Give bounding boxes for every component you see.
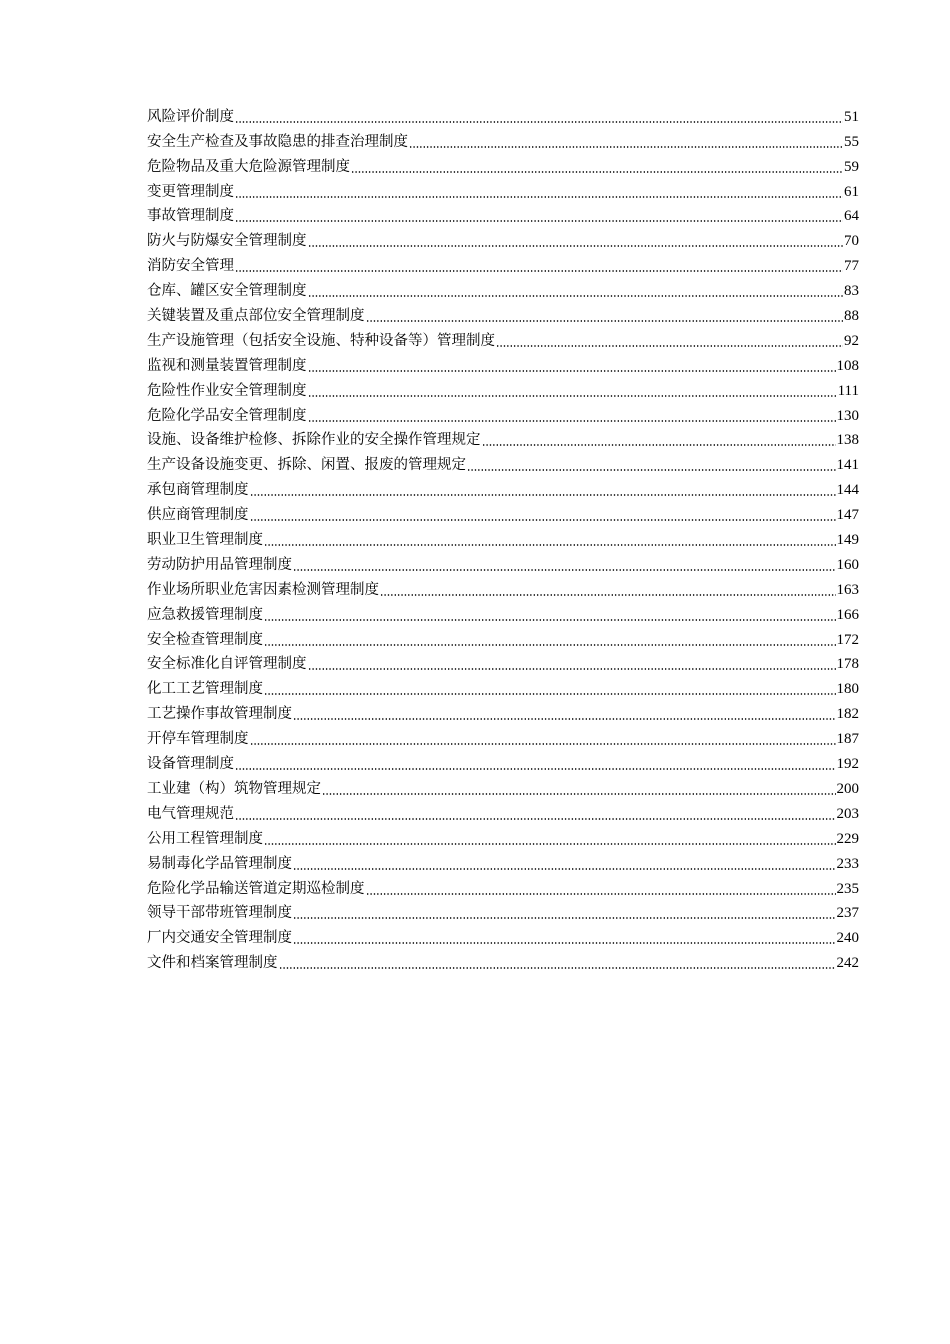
toc-entry[interactable] xyxy=(147,625,859,650)
toc-entry[interactable] xyxy=(147,475,859,500)
toc-entry[interactable] xyxy=(147,948,859,973)
toc-entry-title: 事故管理制度 xyxy=(147,208,234,225)
toc-entry[interactable] xyxy=(147,699,859,724)
toc-entry-title: 防火与防爆安全管理制度 xyxy=(147,233,307,250)
toc-dot-leader xyxy=(293,718,836,720)
toc-entry-page: 147 xyxy=(836,507,859,524)
toc-entry-title: 作业场所职业危害因素检测管理制度 xyxy=(147,581,379,598)
toc-entry-title: 设施、设备维护检修、拆除作业的安全操作管理规定 xyxy=(147,432,481,449)
toc-entry[interactable] xyxy=(147,450,859,475)
toc-dot-leader xyxy=(264,843,836,845)
toc-entry-page: 229 xyxy=(836,830,859,847)
toc-entry[interactable] xyxy=(147,426,859,451)
toc-entry-page: 235 xyxy=(836,880,859,897)
toc-entry[interactable] xyxy=(147,674,859,699)
toc-entry-title: 监视和测量装置管理制度 xyxy=(147,357,307,374)
toc-entry-title: 风险评价制度 xyxy=(147,108,234,125)
toc-entry[interactable] xyxy=(147,351,859,376)
toc-dot-leader xyxy=(322,793,836,795)
toc-dot-leader xyxy=(235,220,843,222)
toc-entry-title: 危险化学品输送管道定期巡检制度 xyxy=(147,880,365,897)
toc-entry-title: 开停车管理制度 xyxy=(147,731,249,748)
toc-entry-page: 182 xyxy=(836,706,859,723)
toc-entry-page: 55 xyxy=(844,133,859,150)
toc-entry[interactable] xyxy=(147,824,859,849)
toc-entry-page: 203 xyxy=(836,805,859,822)
toc-entry-page: 138 xyxy=(836,432,859,449)
toc-entry-page: 242 xyxy=(836,955,859,972)
toc-dot-leader xyxy=(293,868,836,870)
toc-dot-leader xyxy=(235,270,843,272)
toc-entry[interactable] xyxy=(147,276,859,301)
toc-dot-leader xyxy=(264,544,836,546)
toc-entry-page: 166 xyxy=(836,606,859,623)
toc-entry-title: 应急救援管理制度 xyxy=(147,606,263,623)
toc-dot-leader xyxy=(308,420,836,422)
toc-entry-page: 61 xyxy=(844,183,859,200)
toc-entry-page: 160 xyxy=(836,556,859,573)
toc-entry-page: 51 xyxy=(844,108,859,125)
toc-entry[interactable] xyxy=(147,251,859,276)
toc-entry[interactable] xyxy=(147,301,859,326)
toc-entry-page: 240 xyxy=(836,930,859,947)
toc-dot-leader xyxy=(293,917,836,919)
toc-entry[interactable] xyxy=(147,923,859,948)
toc-entry[interactable] xyxy=(147,724,859,749)
toc-entry-page: 163 xyxy=(836,581,859,598)
toc-entry-title: 承包商管理制度 xyxy=(147,482,249,499)
toc-entry-title: 供应商管理制度 xyxy=(147,507,249,524)
toc-dot-leader xyxy=(264,693,836,695)
toc-entry-page: 111 xyxy=(837,382,859,399)
toc-entry[interactable] xyxy=(147,575,859,600)
toc-dot-leader xyxy=(351,171,843,173)
toc-entry-page: 64 xyxy=(844,208,859,225)
toc-dot-leader xyxy=(293,942,836,944)
toc-entry-page: 83 xyxy=(844,283,859,300)
toc-entry-title: 危险化学品安全管理制度 xyxy=(147,407,307,424)
toc-entry[interactable] xyxy=(147,799,859,824)
toc-entry-page: 70 xyxy=(844,233,859,250)
toc-entry-title: 安全标准化自评管理制度 xyxy=(147,656,307,673)
toc-dot-leader xyxy=(235,768,836,770)
toc-entry-title: 消防安全管理 xyxy=(147,258,234,275)
toc-entry-page: 180 xyxy=(836,681,859,698)
toc-entry-title: 易制毒化学品管理制度 xyxy=(147,855,292,872)
toc-entry-title: 仓库、罐区安全管理制度 xyxy=(147,283,307,300)
toc-entry-title: 电气管理规范 xyxy=(147,805,234,822)
toc-entry-title: 领导干部带班管理制度 xyxy=(147,905,292,922)
toc-dot-leader xyxy=(467,469,836,471)
toc-entry-title: 工艺操作事故管理制度 xyxy=(147,706,292,723)
toc-entry-title: 工业建（构）筑物管理规定 xyxy=(147,780,321,797)
toc-entry[interactable] xyxy=(147,600,859,625)
toc-entry[interactable] xyxy=(147,152,859,177)
toc-entry[interactable] xyxy=(147,500,859,525)
toc-dot-leader xyxy=(235,196,843,198)
toc-dot-leader xyxy=(250,494,836,496)
toc-entry[interactable] xyxy=(147,550,859,575)
toc-entry[interactable] xyxy=(147,326,859,351)
toc-entry-title: 厂内交通安全管理制度 xyxy=(147,930,292,947)
toc-dot-leader xyxy=(308,245,844,247)
toc-dot-leader xyxy=(308,370,836,372)
toc-entry-page: 233 xyxy=(836,855,859,872)
toc-entry-title: 劳动防护用品管理制度 xyxy=(147,556,292,573)
toc-entry-title: 安全生产检查及事故隐患的排查治理制度 xyxy=(147,133,408,150)
toc-entry-page: 108 xyxy=(836,357,859,374)
toc-entry[interactable] xyxy=(147,401,859,426)
toc-entry[interactable] xyxy=(147,177,859,202)
toc-entry-title: 危险性作业安全管理制度 xyxy=(147,382,307,399)
toc-entry-page: 144 xyxy=(836,482,859,499)
toc-entry[interactable] xyxy=(147,127,859,152)
toc-dot-leader xyxy=(235,121,843,123)
toc-entry-page: 77 xyxy=(844,258,859,275)
toc-entry[interactable] xyxy=(147,849,859,874)
toc-dot-leader xyxy=(409,146,843,148)
toc-entry-page: 192 xyxy=(836,756,859,773)
toc-dot-leader xyxy=(264,644,836,646)
toc-entry-title: 生产设备设施变更、拆除、闲置、报废的管理规定 xyxy=(147,457,466,474)
toc-entry-title: 生产设施管理（包括安全设施、特种设备等）管理制度 xyxy=(147,332,495,349)
toc-dot-leader xyxy=(250,519,836,521)
toc-entry-page: 92 xyxy=(844,332,859,349)
toc-entry-title: 危险物品及重大危险源管理制度 xyxy=(147,158,350,175)
toc-dot-leader xyxy=(308,668,836,670)
toc-entry[interactable] xyxy=(147,749,859,774)
toc-entry-title: 文件和档案管理制度 xyxy=(147,955,278,972)
toc-dot-leader xyxy=(293,569,836,571)
toc-entry[interactable] xyxy=(147,774,859,799)
toc-entry-page: 187 xyxy=(836,731,859,748)
toc-dot-leader xyxy=(366,893,836,895)
toc-dot-leader xyxy=(366,320,844,322)
toc-dot-leader xyxy=(482,444,836,446)
toc-entry-title: 职业卫生管理制度 xyxy=(147,532,263,549)
toc-entry-page: 237 xyxy=(836,905,859,922)
toc-dot-leader xyxy=(496,345,843,347)
toc-entry-page: 178 xyxy=(836,656,859,673)
toc-entry-title: 变更管理制度 xyxy=(147,183,234,200)
toc-dot-leader xyxy=(279,967,836,969)
toc-dot-leader xyxy=(308,295,844,297)
toc-entry-title: 设备管理制度 xyxy=(147,756,234,773)
toc-entry[interactable] xyxy=(147,899,859,924)
toc-entry[interactable] xyxy=(147,202,859,227)
toc-dot-leader xyxy=(235,818,836,820)
toc-dot-leader xyxy=(264,619,836,621)
toc-dot-leader xyxy=(380,594,836,596)
toc-entry[interactable] xyxy=(147,874,859,899)
toc-entry-page: 141 xyxy=(836,457,859,474)
toc-dot-leader xyxy=(308,395,837,397)
toc-entry[interactable] xyxy=(147,525,859,550)
toc-entry-page: 59 xyxy=(844,158,859,175)
toc-entry-title: 化工工艺管理制度 xyxy=(147,681,263,698)
toc-dot-leader xyxy=(250,743,836,745)
toc-entry-page: 200 xyxy=(836,780,859,797)
toc-entry-page: 149 xyxy=(836,532,859,549)
toc-entry[interactable] xyxy=(147,102,859,127)
toc-entry-title: 安全检查管理制度 xyxy=(147,631,263,648)
table-of-contents xyxy=(147,102,859,973)
toc-entry-page: 88 xyxy=(844,308,859,325)
toc-entry-title: 关键装置及重点部位安全管理制度 xyxy=(147,308,365,325)
toc-entry[interactable] xyxy=(147,226,859,251)
toc-entry-page: 172 xyxy=(836,631,859,648)
toc-entry[interactable] xyxy=(147,650,859,675)
toc-entry-page: 130 xyxy=(836,407,859,424)
toc-entry[interactable] xyxy=(147,376,859,401)
toc-entry-title: 公用工程管理制度 xyxy=(147,830,263,847)
